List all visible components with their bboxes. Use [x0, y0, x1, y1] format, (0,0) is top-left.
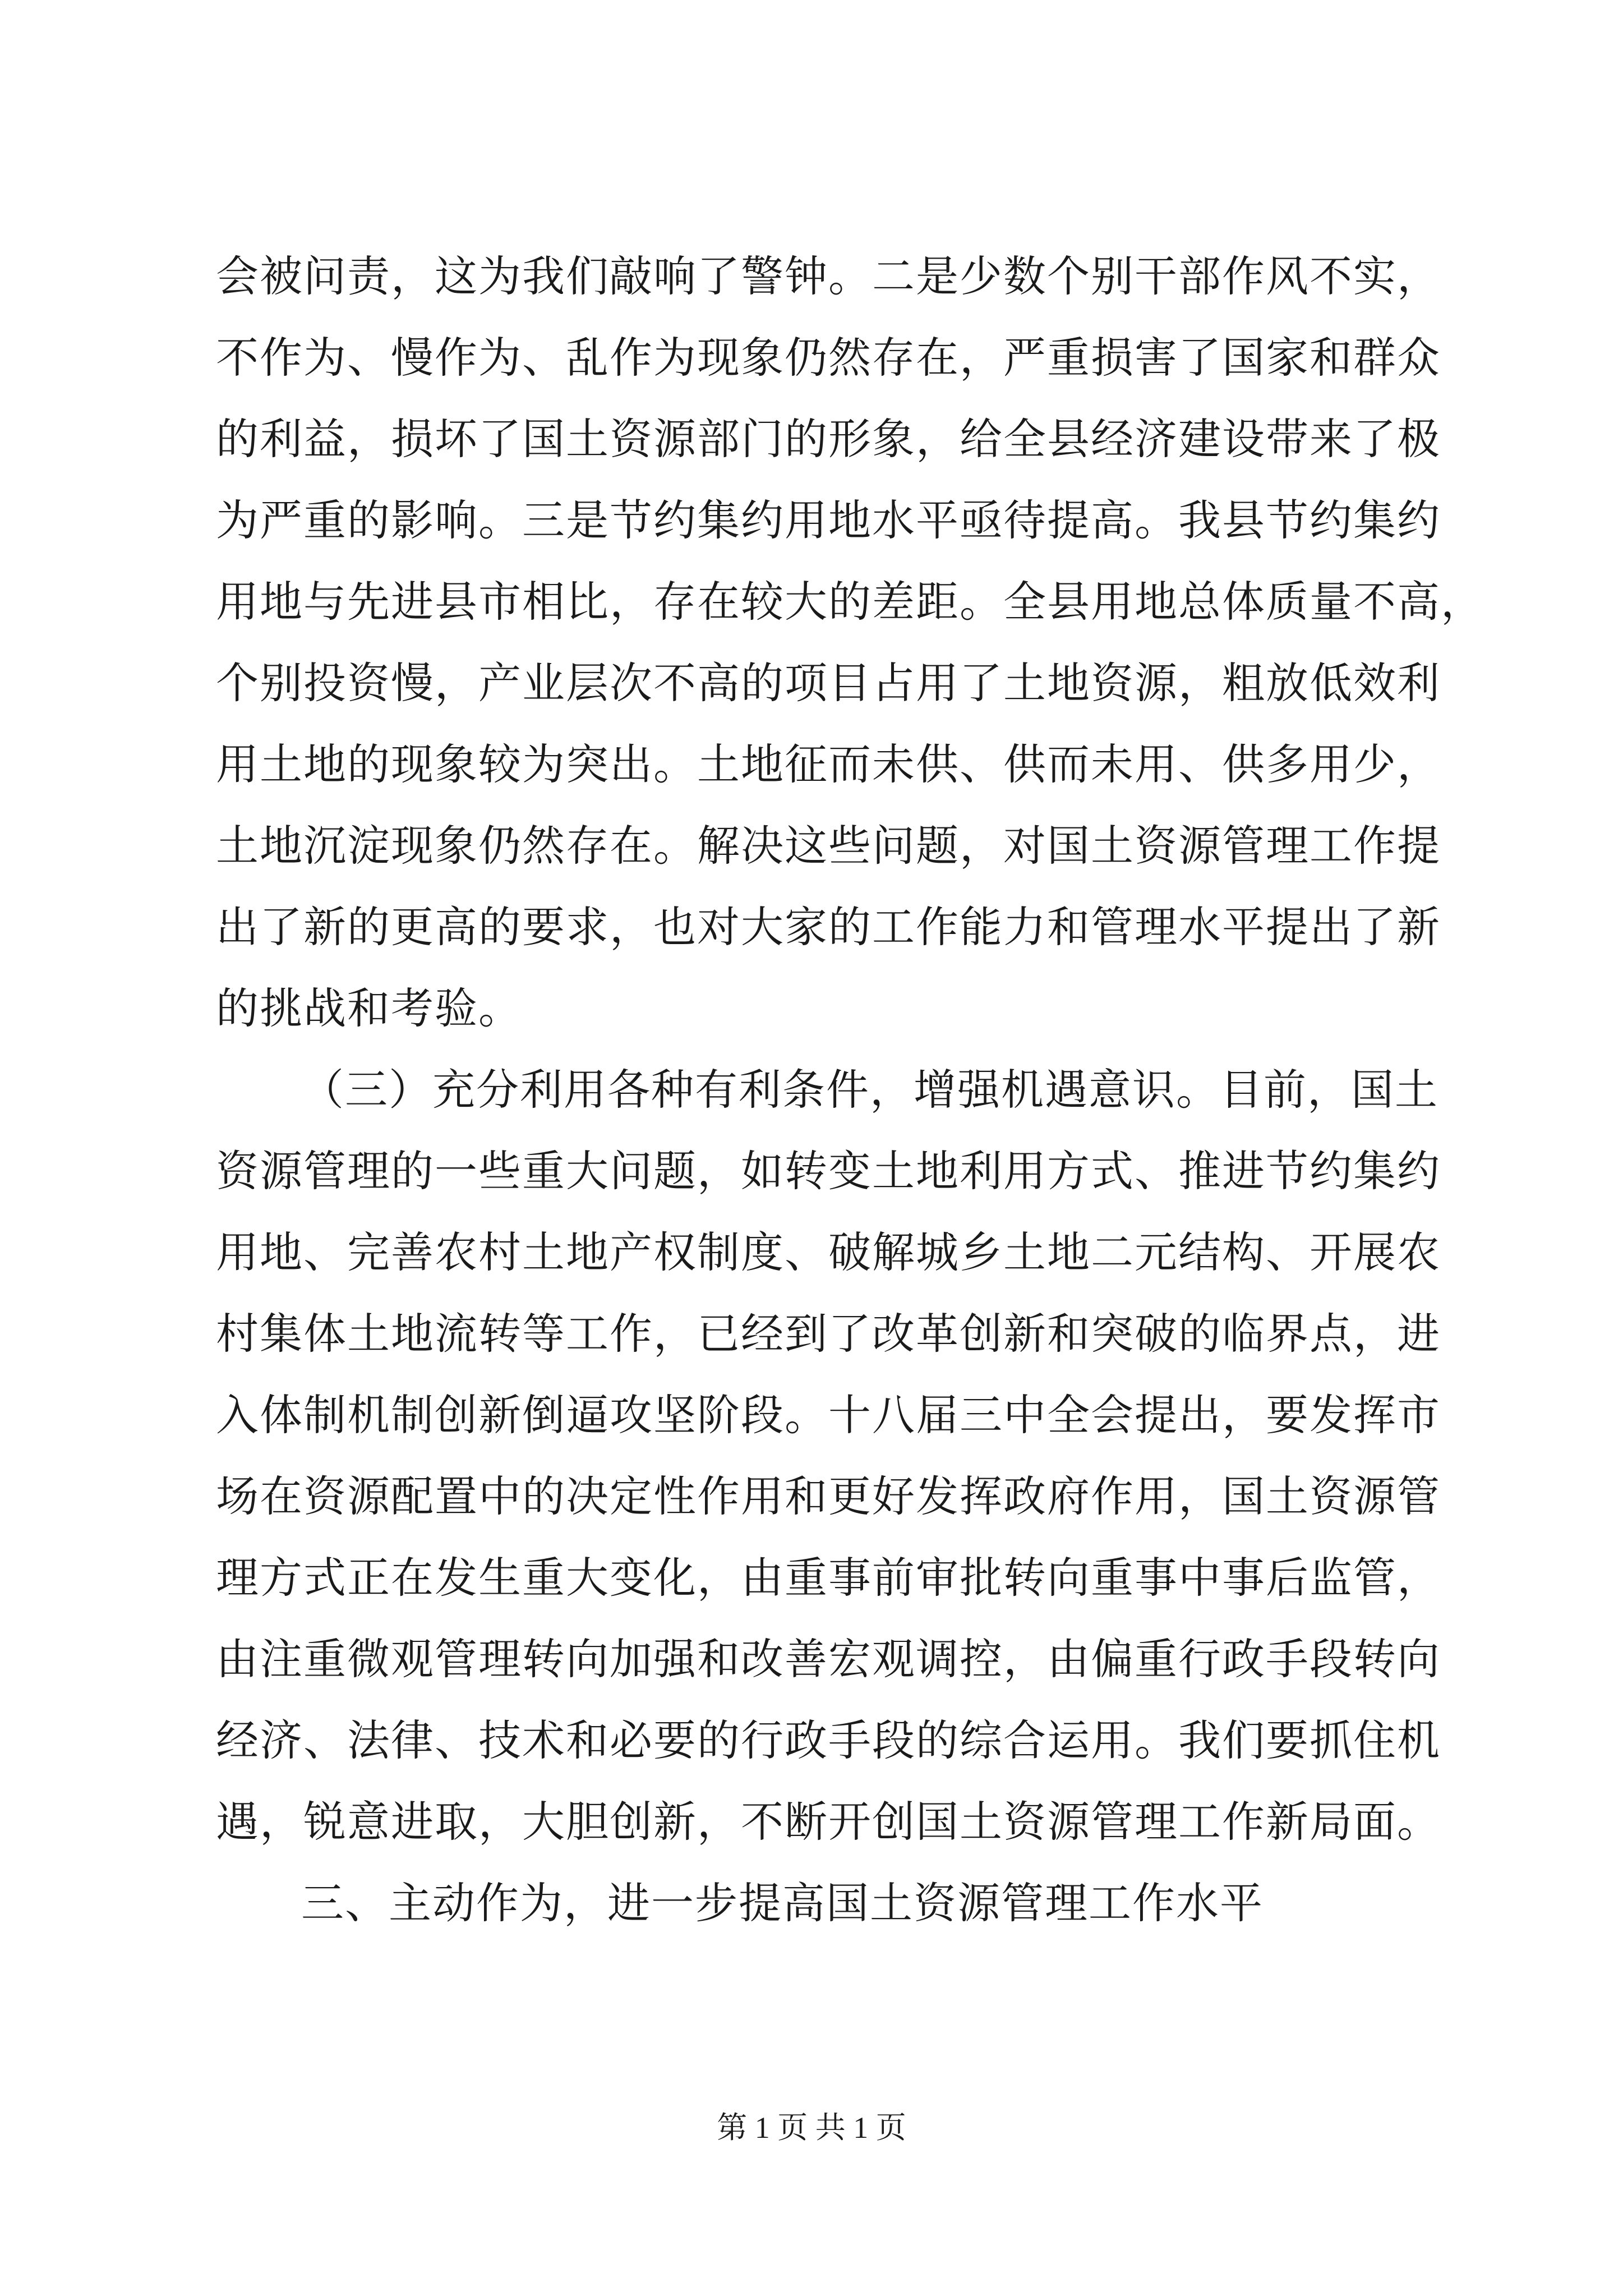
- text-line: 遇，锐意进取，大胆创新，不断开创国土资源管理工作新局面。: [216, 1797, 1441, 1847]
- text-line: 经济、法律、技术和必要的行政手段的综合运用。我们要抓住机: [216, 1715, 1441, 1765]
- text-line: 出了新的更高的要求，也对大家的工作能力和管理水平提出了新: [216, 902, 1441, 952]
- text-line: 土地沉淀现象仍然存在。解决这些问题，对国土资源管理工作提: [216, 821, 1441, 871]
- body-text: [216, 236, 1484, 1944]
- text-line: 三、主动作为，进一步提高国土资源管理工作水平: [301, 1878, 1264, 1928]
- text-line: 为严重的影响。三是节约集约用地水平亟待提高。我县节约集约: [216, 495, 1441, 545]
- text-line: 的挑战和考验。: [216, 983, 522, 1033]
- text-line: 用地、完善农村土地产权制度、破解城乡土地二元结构、开展农: [216, 1227, 1441, 1277]
- text-line: 用地与先进县市相比，存在较大的差距。全县用地总体质量不高，: [216, 577, 1484, 627]
- text-line: 场在资源配置中的决定性作用和更好发挥政府作用，国土资源管: [216, 1471, 1441, 1521]
- text-line: （三）充分利用各种有利条件，增强机遇意识。目前，国土: [301, 1065, 1438, 1115]
- text-line: 理方式正在发生重大变化，由重事前审批转向重事中事后监管，: [216, 1553, 1441, 1603]
- paragraph: [216, 236, 1484, 1944]
- text-line: 会被问责，这为我们敲响了警钟。二是少数个别干部作风不实，: [216, 251, 1441, 301]
- text-line: 由注重微观管理转向加强和改善宏观调控，由偏重行政手段转向: [216, 1634, 1441, 1684]
- page-footer: 第 1 页 共 1 页: [717, 2111, 906, 2145]
- text-line: 个别投资慢，产业层次不高的项目占用了土地资源，粗放低效利: [216, 658, 1441, 708]
- text-line: 的利益，损坏了国土资源部门的形象，给全县经济建设带来了极: [216, 414, 1441, 464]
- text-line: 资源管理的一些重大问题，如转变土地利用方式、推进节约集约: [216, 1146, 1441, 1196]
- text-line: 不作为、慢作为、乱作为现象仍然存在，严重损害了国家和群众: [216, 333, 1441, 383]
- text-line: 用土地的现象较为突出。土地征而未供、供而未用、供多用少，: [216, 739, 1441, 789]
- text-line: 入体制机制创新倒逼攻坚阶段。十八届三中全会提出，要发挥市: [216, 1390, 1441, 1440]
- text-line: 村集体土地流转等工作，已经到了改革创新和突破的临界点，进: [216, 1309, 1441, 1359]
